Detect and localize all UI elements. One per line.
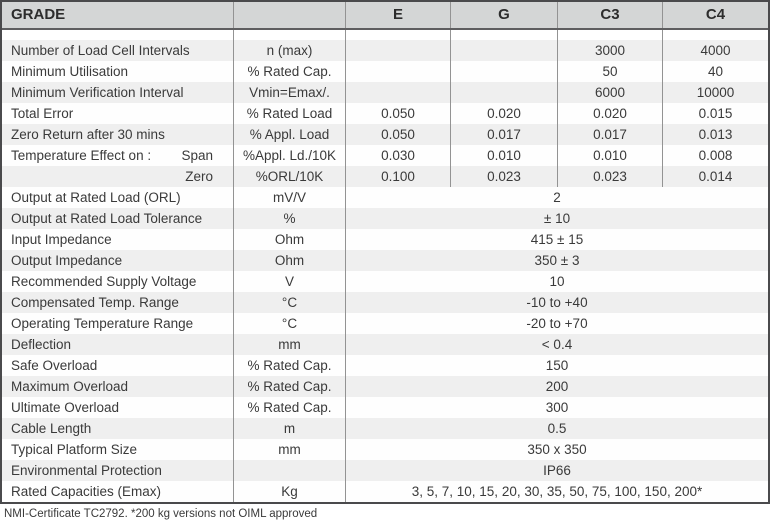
row-label: Recommended Supply Voltage <box>11 274 197 289</box>
unit-header-cell <box>233 2 345 28</box>
row-label: Output at Rated Load Tolerance <box>11 211 203 226</box>
col-header-g: G <box>450 2 557 28</box>
row-label-cell <box>2 292 233 313</box>
row-value <box>450 40 557 61</box>
row-value-merged: 350 x 350 <box>345 439 768 460</box>
row-unit: Vmin=Emax/. <box>233 82 345 103</box>
table-body <box>2 40 768 502</box>
spacer-cell <box>345 30 450 40</box>
row-value-merged: 3, 5, 7, 10, 15, 20, 30, 35, 50, 75, 100, 150, 200* <box>345 481 768 502</box>
row-unit: °C <box>233 292 345 313</box>
footnote: NMI-Certificate TC2792. *200 kg versions not OIML approved <box>4 508 318 520</box>
row-label-cell <box>2 145 233 166</box>
row-label: Compensated Temp. Range <box>11 295 179 310</box>
row-sublabel: Span <box>181 148 213 163</box>
spec-row <box>2 187 768 208</box>
spec-row <box>2 481 768 502</box>
row-label: Minimum Verification Interval <box>11 85 184 100</box>
row-value: 0.014 <box>662 166 768 187</box>
row-value-merged: < 0.4 <box>345 334 768 355</box>
row-unit: °C <box>233 313 345 334</box>
row-unit: Ohm <box>233 229 345 250</box>
row-label: Number of Load Cell Intervals <box>11 43 190 58</box>
row-unit: % Rated Cap. <box>233 61 345 82</box>
row-value: 40 <box>662 61 768 82</box>
spec-row <box>2 439 768 460</box>
spec-row <box>2 271 768 292</box>
row-value <box>450 61 557 82</box>
row-label-cell <box>2 229 233 250</box>
spec-row <box>2 124 768 145</box>
row-value-merged: 150 <box>345 355 768 376</box>
row-value: 0.010 <box>450 145 557 166</box>
row-label: Ultimate Overload <box>11 400 120 415</box>
col-header-c4: C4 <box>662 2 768 28</box>
spec-row <box>2 208 768 229</box>
row-value <box>345 40 450 61</box>
spec-row <box>2 460 768 481</box>
col-header-e: E <box>345 2 450 28</box>
row-label: Minimum Utilisation <box>11 64 129 79</box>
row-unit: V <box>233 271 345 292</box>
row-value: 0.023 <box>557 166 662 187</box>
row-value-merged: IP66 <box>345 460 768 481</box>
row-value-merged: 350 ± 3 <box>345 250 768 271</box>
header-spacer-row <box>2 30 768 40</box>
row-value: 0.050 <box>345 124 450 145</box>
row-label: Output at Rated Load (ORL) <box>11 190 181 205</box>
spec-row <box>2 355 768 376</box>
row-value: 0.100 <box>345 166 450 187</box>
row-sublabel: Zero <box>185 169 213 184</box>
row-label: Temperature Effect on : <box>11 148 152 163</box>
spacer-cell <box>2 30 233 40</box>
row-label-cell <box>2 124 233 145</box>
row-label: Zero Return after 30 mins <box>11 127 165 142</box>
row-value: 0.017 <box>557 124 662 145</box>
row-label: Safe Overload <box>11 358 98 373</box>
row-unit: Kg <box>233 481 345 502</box>
row-unit: Ohm <box>233 250 345 271</box>
spec-row <box>2 313 768 334</box>
row-value-merged: 200 <box>345 376 768 397</box>
spacer-cell <box>233 30 345 40</box>
row-label-cell <box>2 166 233 187</box>
row-unit: n (max) <box>233 40 345 61</box>
row-value: 0.020 <box>557 103 662 124</box>
row-value-merged: 0.5 <box>345 418 768 439</box>
row-label: Maximum Overload <box>11 379 129 394</box>
row-unit: % Rated Cap. <box>233 397 345 418</box>
row-label-cell <box>2 334 233 355</box>
row-value: 0.015 <box>662 103 768 124</box>
row-unit: mV/V <box>233 187 345 208</box>
row-label-cell <box>2 481 233 502</box>
row-value-merged: 2 <box>345 187 768 208</box>
row-value: 0.030 <box>345 145 450 166</box>
row-label-cell <box>2 187 233 208</box>
row-value-merged: -20 to +70 <box>345 313 768 334</box>
spacer-cell <box>557 30 662 40</box>
row-label-cell <box>2 355 233 376</box>
row-label: Input Impedance <box>11 232 112 247</box>
row-unit: %ORL/10K <box>233 166 345 187</box>
row-unit: % Appl. Load <box>233 124 345 145</box>
row-value: 50 <box>557 61 662 82</box>
row-value-merged: ± 10 <box>345 208 768 229</box>
row-value: 0.017 <box>450 124 557 145</box>
row-value <box>450 82 557 103</box>
row-label-cell <box>2 418 233 439</box>
spacer-cell <box>662 30 768 40</box>
table-header-row <box>2 2 768 30</box>
row-unit: %Appl. Ld./10K <box>233 145 345 166</box>
row-unit: % Rated Cap. <box>233 376 345 397</box>
row-unit: mm <box>233 334 345 355</box>
grade-header-cell <box>2 2 233 28</box>
row-value <box>345 82 450 103</box>
row-unit: % Rated Cap. <box>233 355 345 376</box>
row-unit: m <box>233 418 345 439</box>
row-label-cell <box>2 376 233 397</box>
spec-row <box>2 292 768 313</box>
grade-header-label: GRADE <box>11 6 66 23</box>
row-label-cell <box>2 208 233 229</box>
row-value-merged: 10 <box>345 271 768 292</box>
row-label: Typical Platform Size <box>11 442 138 457</box>
row-value: 0.013 <box>662 124 768 145</box>
spec-row <box>2 61 768 82</box>
spec-row <box>2 397 768 418</box>
row-label-cell <box>2 40 233 61</box>
row-value <box>345 61 450 82</box>
spec-row <box>2 103 768 124</box>
spec-row <box>2 418 768 439</box>
col-header-c3: C3 <box>557 2 662 28</box>
row-label: Operating Temperature Range <box>11 316 194 331</box>
row-value: 10000 <box>662 82 768 103</box>
spec-row <box>2 82 768 103</box>
row-label-cell <box>2 460 233 481</box>
spacer-cell <box>450 30 557 40</box>
row-value: 4000 <box>662 40 768 61</box>
row-label-cell <box>2 313 233 334</box>
row-label-cell <box>2 103 233 124</box>
spec-row <box>2 40 768 61</box>
spec-row <box>2 250 768 271</box>
row-unit: % Rated Load <box>233 103 345 124</box>
spec-row <box>2 166 768 187</box>
row-label-cell <box>2 397 233 418</box>
row-label: Rated Capacities (Emax) <box>11 484 162 499</box>
spec-row <box>2 229 768 250</box>
row-unit: % <box>233 208 345 229</box>
row-label: Environmental Protection <box>11 463 162 478</box>
row-value-merged: 300 <box>345 397 768 418</box>
row-label: Output Impedance <box>11 253 123 268</box>
row-label-cell <box>2 439 233 460</box>
row-value: 0.020 <box>450 103 557 124</box>
row-label: Cable Length <box>11 421 92 436</box>
row-label: Total Error <box>11 106 74 121</box>
row-value: 0.050 <box>345 103 450 124</box>
row-value: 0.008 <box>662 145 768 166</box>
row-value-merged: -10 to +40 <box>345 292 768 313</box>
row-unit: mm <box>233 439 345 460</box>
row-value: 0.010 <box>557 145 662 166</box>
spec-row <box>2 145 768 166</box>
spec-row <box>2 376 768 397</box>
row-label-cell <box>2 61 233 82</box>
row-label-cell <box>2 250 233 271</box>
row-label-cell <box>2 82 233 103</box>
row-label-cell <box>2 271 233 292</box>
row-value-merged: 415 ± 15 <box>345 229 768 250</box>
row-unit <box>233 460 345 481</box>
row-value: 6000 <box>557 82 662 103</box>
row-label: Deflection <box>11 337 72 352</box>
row-value: 3000 <box>557 40 662 61</box>
row-value: 0.023 <box>450 166 557 187</box>
spec-row <box>2 334 768 355</box>
